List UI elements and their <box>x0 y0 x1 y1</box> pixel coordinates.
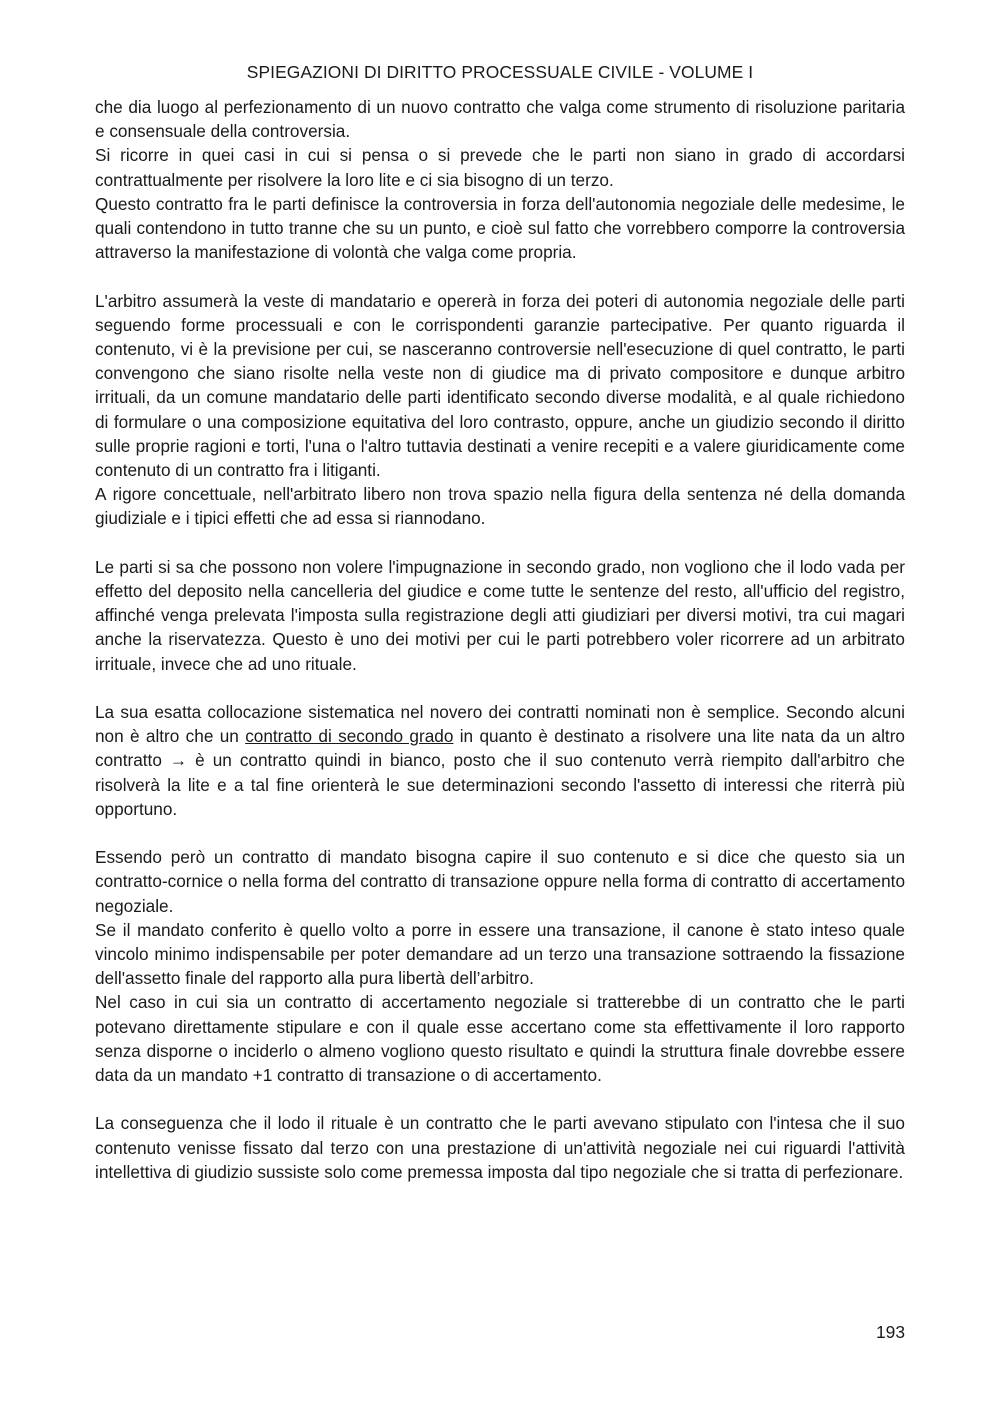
body-text <box>95 95 905 1184</box>
paragraph: La conseguenza che il lodo il rituale è un contratto che le parti avevano stipulato con l'intesa che il suo contenuto venisse fissato dal terzo con una prestazione di un'attività negoziale nei cui riguardi l'attività intellettiva di giudizio sussiste solo come premessa imposta dal tipo negoziale che si tratta di perfezionare. <box>95 1113 905 1182</box>
paragraph: Nel caso in cui sia un contratto di accertamento negoziale si tratterebbe di un contratto che le parti potevano direttamente stipulare e con il quale esse accertano come sta effettivamente il loro rapporto senza disporne o inciderlo o almeno vogliono questo risultato e quindi la struttura finale dovrebbe essere data da un mandato +1 contratto di transazione o di accertamento. <box>95 992 905 1086</box>
page-number: 193 <box>875 1322 905 1342</box>
paragraph-text: in quanto è destinato a risolvere una lite nata da un altro contratto → è un contratto quindi in bianco, posto che il suo contenuto verrà riempito dall'arbitro che risolverà la lite e a tal fine orienterà le sue determinazioni secondo l'assetto di interessi che riterrà più opportuno. <box>95 726 905 819</box>
paragraph-spacer <box>95 264 905 288</box>
paragraph: L'arbitro assumerà la veste di mandatario e opererà in forza dei poteri di autonomia negoziale delle parti seguendo forme processuali e con le corrispondenti garanzie partecipative. Per quanto riguarda il contenuto, vi è la previsione per cui, se nasceranno controversie nell'esecuzione di quel contratto, le parti convengono che siano risolte nella veste non di giudice ma di privato compositore e dunque arbitro irrituali, da un comune mandatario delle parti identificato secondo diverse modalità, e al quale richiedono di formulare o una composizione equitativa del loro contrasto, oppure, anche un giudizio secondo il diritto sulle proprie ragioni e torti, l'una o l'altro tuttavia destinati a venire recepiti e a valere giuridicamente come contenuto di un contratto fra i litiganti. <box>95 290 905 481</box>
paragraph-spacer <box>95 821 905 845</box>
running-header: SPIEGAZIONI DI DIRITTO PROCESSUALE CIVILE - VOLUME I <box>246 62 754 82</box>
paragraph: Essendo però un contratto di mandato bisogna capire il suo contenuto e si dice che questo sia un contratto-cornice o nella forma del contratto di transazione oppure nella forma di contratto di accertamento negoziale. <box>95 847 905 916</box>
paragraph: che dia luogo al perfezionamento di un nuovo contratto che valga come strumento di risoluzione paritaria e consensuale della controversia. <box>95 97 905 142</box>
underlined-term: contratto di secondo grado <box>245 726 454 747</box>
paragraph <box>95 700 905 821</box>
paragraph: A rigore concettuale, nell'arbitrato libero non trova spazio nella figura della sentenza né della domanda giudiziale e i tipici effetti che ad essa si riannodano. <box>95 484 905 529</box>
paragraph: Si ricorre in quei casi in cui si pensa o si prevede che le parti non siano in grado di accordarsi contrattualmente per risolvere la loro lite e ci sia bisogno di un terzo. <box>95 145 905 190</box>
paragraph-spacer <box>95 531 905 555</box>
paragraph: Se il mandato conferito è quello volto a porre in essere una transazione, il canone è stato inteso quale vincolo minimo indispensabile per poter demandare ad un terzo una transazione sottraendo la fissazione dell'assetto finale del rapporto alla pura libertà dell’arbitro. <box>95 919 905 989</box>
paragraph: Le parti si sa che possono non volere l'impugnazione in secondo grado, non vogliono che il lodo vada per effetto del deposito nella cancelleria del giudice e come tutte le sentenze del resto, all'ufficio del registro, affinché venga prelevata l'imposta sulla registrazione degli atti giudiziari per diversi motivi, tra cui magari anche la riservatezza. Questo è uno dei motivi per cui le parti potrebbero voler ricorrere ad un arbitrato irrituale, invece che ad uno rituale. <box>95 556 905 674</box>
paragraph-spacer <box>95 676 905 700</box>
paragraph-text: La sua esatta collocazione sistematica nel novero dei contratti nominati non è semplice. Secondo alcuni non è altro che un <box>95 702 905 747</box>
paragraph-spacer <box>95 1087 905 1111</box>
paragraph: Questo contratto fra le parti definisce la controversia in forza dell'autonomia negoziale delle medesime, le quali contendono in tutto tranne che su un punto, e cioè sul fatto che vorrebbero comporre la controversia attraverso la manifestazione di volontà che valga come propria. <box>95 193 905 263</box>
